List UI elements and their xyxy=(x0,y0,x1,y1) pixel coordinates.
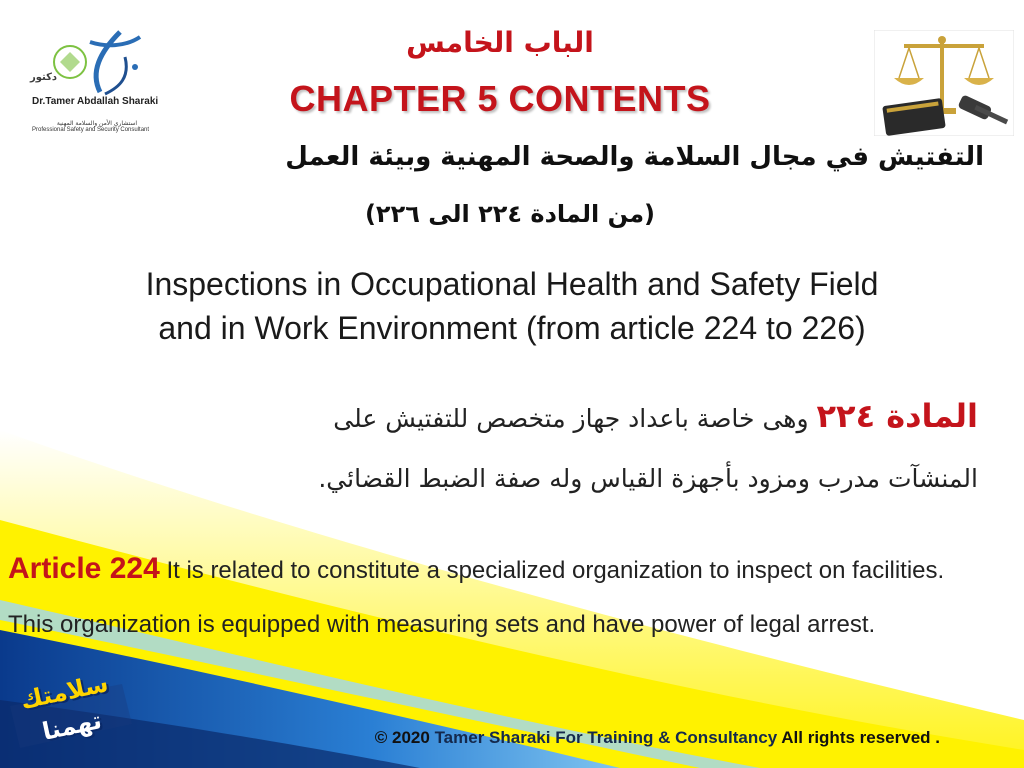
article-arabic-line2: المنشآت مدرب ومزود بأجهزة القياس وله صفة الضبط القضائي. xyxy=(318,464,978,493)
badge-line1: سلامتك xyxy=(18,669,111,715)
article-english-label: Article 224 xyxy=(8,552,160,585)
article-english xyxy=(8,542,968,652)
footer-copyright xyxy=(150,728,940,748)
logo-arabic-prefix: دكتور xyxy=(30,72,58,83)
logo-subtitle-en: Professional Safety and Security Consultant xyxy=(32,127,150,133)
chapter-title-arabic: الباب الخامس xyxy=(406,26,594,59)
article-arabic xyxy=(98,386,978,509)
footer-company: Tamer Sharaki For Training & Consultancy xyxy=(434,728,778,747)
article-arabic-label: المادة ٢٢٤ xyxy=(816,397,978,435)
logo-subtitle-ar: استشاري الأمن والسلامة المهنية xyxy=(56,120,138,127)
logo-english-name: Dr.Tamer Abdallah Sharaki xyxy=(32,96,159,107)
footer-copyright-symbol: © 2020 xyxy=(374,728,430,747)
subtitle-english xyxy=(0,262,1024,350)
article-arabic-text1: وهى خاصة باعداد جهاز متخصص للتفتيش على xyxy=(333,404,809,433)
article-english-text: It is related to constitute a specialized organization to inspect on facilities. This organization is equipped with measuring sets and have power of legal arrest. xyxy=(8,557,945,638)
subtitle-arabic-line2: (من المادة ٢٢٤ الى ٢٢٦) xyxy=(364,200,656,228)
subtitle-english-line2: and in Work Environment (from article 224 to 226) xyxy=(158,310,866,346)
badge-line2: تهمنا xyxy=(39,706,105,746)
article-arabic-line1 xyxy=(98,386,978,449)
subtitle-arabic-line1: التفتيش في مجال السلامة والصحة المهنية وبيئة العمل xyxy=(285,142,984,172)
salamtak-badge xyxy=(2,669,140,756)
justice-scales-image xyxy=(874,30,1014,136)
subtitle-english-line1: Inspections in Occupational Health and Safety Field xyxy=(145,266,879,302)
footer-rights: All rights reserved . xyxy=(781,728,940,747)
chapter-title-english: CHAPTER 5 CONTENTS xyxy=(289,78,711,119)
logo-subtitle xyxy=(32,120,162,133)
